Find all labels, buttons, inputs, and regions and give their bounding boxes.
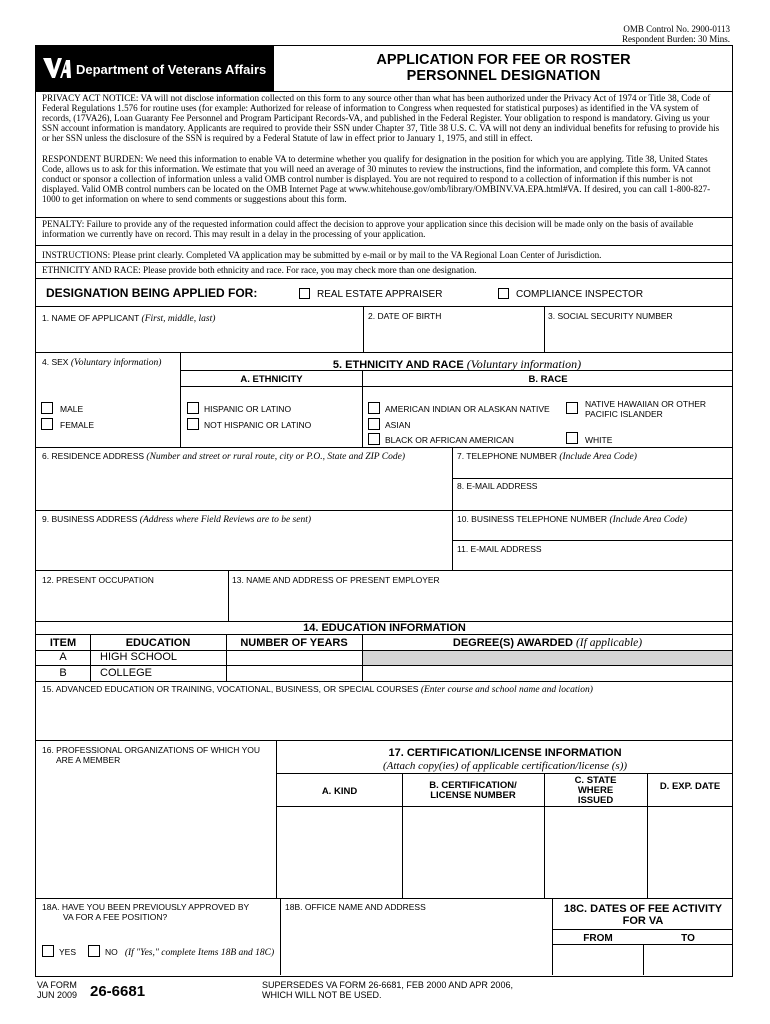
table-row: COLLEGE <box>100 667 152 679</box>
item15-label: 15. ADVANCED EDUCATION OR TRAINING, VOCATIONAL, BUSINESS, OR SPECIAL COURSES (Enter course and school name and location) <box>42 684 593 695</box>
edu-col-item: ITEM <box>49 637 77 649</box>
business-email-input[interactable] <box>454 555 731 569</box>
asian-checkbox[interactable] <box>368 418 380 430</box>
edu-col-years: NUMBER OF YEARS <box>240 637 348 649</box>
edu-col-degree: DEGREE(S) AWARDED (If applicable) <box>452 637 643 649</box>
form-title <box>274 52 733 84</box>
ethnicity-heading: A. ETHNICITY <box>240 374 303 385</box>
female-checkbox[interactable] <box>41 418 53 430</box>
american-indian-label: AMERICAN INDIAN OR ALASKAN NATIVE <box>385 404 550 414</box>
cert-col-kind: A. KIND <box>321 786 358 797</box>
item18c-heading: 18C. DATES OF FEE ACTIVITY FOR VA <box>563 903 723 927</box>
fee-from-input[interactable] <box>554 946 641 974</box>
table-row: HIGH SCHOOL <box>100 651 178 663</box>
instructions-notice: INSTRUCTIONS: Please print clearly. Completed VA application may be submitted by e-mail or by mail to the VA Regional Loan Center of Jurisdiction. <box>42 250 602 260</box>
business-address-input[interactable] <box>38 526 450 568</box>
compliance-inspector-checkbox[interactable] <box>498 288 509 299</box>
high-school-years-input[interactable] <box>228 652 360 664</box>
agency-name: Department of Veterans Affairs <box>76 62 267 77</box>
supersedes-note: SUPERSEDES VA FORM 26-6681, FEB 2000 AND APR 2006, WHICH WILL NOT BE USED. <box>262 980 513 1000</box>
compliance-inspector-label: COMPLIANCE INSPECTOR <box>516 289 644 300</box>
item4-label: 4. SEX (Voluntary information) <box>42 357 162 368</box>
previously-approved-no-checkbox[interactable] <box>88 945 100 957</box>
va-logo-icon <box>42 55 72 81</box>
college-years-input[interactable] <box>228 667 360 679</box>
professional-organizations-input[interactable] <box>38 770 274 896</box>
fee-from-heading: FROM <box>583 933 613 944</box>
item8-label: 8. E-MAIL ADDRESS <box>457 481 538 491</box>
not-hispanic-checkbox[interactable] <box>187 418 199 430</box>
present-occupation-input[interactable] <box>38 587 226 619</box>
table-row: A <box>59 651 67 663</box>
cert-col-exp-date: D. EXP. DATE <box>659 781 721 792</box>
cert-col-number: B. CERTIFICATION/ LICENSE NUMBER <box>429 780 517 801</box>
form-title-line1: APPLICATION FOR FEE OR ROSTER <box>376 52 631 68</box>
form-title-line2: PERSONNEL DESIGNATION <box>406 68 601 84</box>
penalty-notice: PENALTY: Failure to provide any of the requested information could affect the decision to approve your application since this decision will be made only on the basis of available information we currently have on record. This may result in a delay in the processing of your application. <box>42 219 694 239</box>
hispanic-checkbox[interactable] <box>187 402 199 414</box>
cert-col-state: C. STATE WHERE ISSUED <box>574 775 617 806</box>
edu-col-education: EDUCATION <box>125 637 191 649</box>
privacy-act-notice: PRIVACY ACT NOTICE: VA will not disclose information collected on this form to any source other than what has been authorized under the Privacy Act of 1974 or Title 38, Code of Federal Regulations 1.576 for routine uses (for example: Authorized for release of information to Congress when requested for statistical purposes) as identified in the VA system of records, (17VA26), Loan Guaranty Fee Personnel and Program Participant Records-VA, and published in the Federal Register. Your obligation to respond is mandatory. Giving us your SSN account information is mandatory. Applicants are required to provide their SSN under Chapter 37, Title 38 U.S. C. VA will not deny an individual benefits for refusing to provide his or her SSN unless the disclosure of the SSN is required by a Federal Statute of law in effect prior to January 1, 1975, and still in effect. <box>42 93 720 143</box>
cert-kind-input[interactable] <box>278 808 400 896</box>
real-estate-appraiser-label: REAL ESTATE APPRAISER <box>317 289 443 300</box>
present-employer-input[interactable] <box>230 587 731 619</box>
white-checkbox[interactable] <box>566 432 578 444</box>
college-degree-input[interactable] <box>364 667 731 679</box>
real-estate-appraiser-checkbox[interactable] <box>299 288 310 299</box>
male-label: MALE <box>60 404 84 414</box>
office-name-address-input[interactable] <box>282 914 550 974</box>
black-checkbox[interactable] <box>368 433 380 445</box>
white-label: WHITE <box>585 435 613 445</box>
va-banner <box>36 46 274 92</box>
item18b-label: 18B. OFFICE NAME AND ADDRESS <box>285 902 426 912</box>
respondent-burden-notice: RESPONDENT BURDEN: We need this information to enable VA to determine whether you qualify for designation in the position for which you are applying. Title 38, United States Code, allows us to ask for this information. We estimate that you will need an average of 30 minutes to review the instructions, find the information, and complete this form. VA cannot conduct or sponsor a collection of information unless a valid OMB control number is displayed. You are not required to respond to a collection of information if this number is not displayed. Valid OMB control numbers can be located on the OMB Internet Page at www.whitehouse.gov/omb/library/OMBINV.VA.EPA.html#VA. If desired, you can call 1-800-827-1000 to get information on where to send comments or suggestions about this form. <box>42 154 711 204</box>
native-hawaiian-checkbox[interactable] <box>566 402 578 414</box>
form-number: 26-6681 <box>90 983 146 1000</box>
item16-label: 16. PROFESSIONAL ORGANIZATIONS OF WHICH YOU ARE A MEMBER <box>42 745 261 765</box>
item17-hint: (Attach copy(ies) of applicable certification/license (s)) <box>382 760 628 772</box>
item7-label: 7. TELEPHONE NUMBER (Include Area Code) <box>457 451 637 462</box>
black-label: BLACK OR AFRICAN AMERICAN <box>385 435 514 445</box>
omb-control-number: OMB Control No. 2900-0113 <box>623 24 730 34</box>
item6-label: 6. RESIDENCE ADDRESS (Number and street or rural route, city or P.O., State and ZIP Code) <box>42 451 406 462</box>
native-hawaiian-label: NATIVE HAWAIIAN OR OTHER PACIFIC ISLANDER <box>585 399 707 419</box>
item10-label: 10. BUSINESS TELEPHONE NUMBER (Include Area Code) <box>457 514 687 525</box>
table-row: B <box>59 667 67 679</box>
male-checkbox[interactable] <box>41 402 53 414</box>
female-label: FEMALE <box>60 420 95 430</box>
fee-to-input[interactable] <box>645 946 731 974</box>
business-telephone-input[interactable] <box>454 525 731 539</box>
asian-label: ASIAN <box>385 420 411 430</box>
date-of-birth-input[interactable] <box>365 322 542 351</box>
item2-label: 2. DATE OF BIRTH <box>368 311 442 321</box>
omb-block <box>622 24 730 44</box>
item11-label: 11. E-MAIL ADDRESS <box>457 544 542 554</box>
cert-state-input[interactable] <box>546 808 645 896</box>
not-hispanic-label: NOT HISPANIC OR LATINO <box>204 420 312 430</box>
item5-heading: 5. ETHNICITY AND RACE (Voluntary information) <box>332 357 582 371</box>
respondent-burden: Respondent Burden: 30 Mins. <box>622 34 730 44</box>
race-heading: B. RACE <box>528 374 568 385</box>
american-indian-checkbox[interactable] <box>368 402 380 414</box>
advanced-education-input[interactable] <box>38 696 731 738</box>
footer-form-label: VA FORM JUN 2009 <box>37 980 78 1000</box>
item18a-label: 18A. HAVE YOU BEEN PREVIOUSLY APPROVED BY VA FOR A FEE POSITION? <box>42 902 250 922</box>
previously-approved-yes-checkbox[interactable] <box>42 945 54 957</box>
item3-label: 3. SOCIAL SECURITY NUMBER <box>548 311 673 321</box>
item17-heading: 17. CERTIFICATION/LICENSE INFORMATION <box>388 747 622 759</box>
ssn-input[interactable] <box>546 322 731 351</box>
item13-label: 13. NAME AND ADDRESS OF PRESENT EMPLOYER <box>232 575 440 585</box>
item12-label: 12. PRESENT OCCUPATION <box>42 575 154 585</box>
telephone-input[interactable] <box>454 462 731 477</box>
email-input[interactable] <box>454 492 731 508</box>
item9-label: 9. BUSINESS ADDRESS (Address where Field Reviews are to be sent) <box>42 514 312 525</box>
item14-heading: 14. EDUCATION INFORMATION <box>303 622 466 634</box>
no-label: NO (If "Yes," complete Items 18B and 18C) <box>105 947 275 958</box>
designation-heading: DESIGNATION BEING APPLIED FOR: <box>46 286 258 300</box>
cert-exp-date-input[interactable] <box>649 808 731 896</box>
cert-number-input[interactable] <box>404 808 542 896</box>
item1-label: 1. NAME OF APPLICANT (First, middle, last) <box>42 313 216 324</box>
fee-to-heading: TO <box>681 933 695 944</box>
ethnicity-notice: ETHNICITY AND RACE: Please provide both ethnicity and race. For race, you may check more than one designation. <box>42 265 477 275</box>
high-school-degree-shaded <box>363 651 732 665</box>
applicant-name-input[interactable] <box>38 324 361 352</box>
yes-label: YES <box>59 947 77 957</box>
residence-address-input[interactable] <box>38 463 450 508</box>
hispanic-label: HISPANIC OR LATINO <box>204 404 292 414</box>
